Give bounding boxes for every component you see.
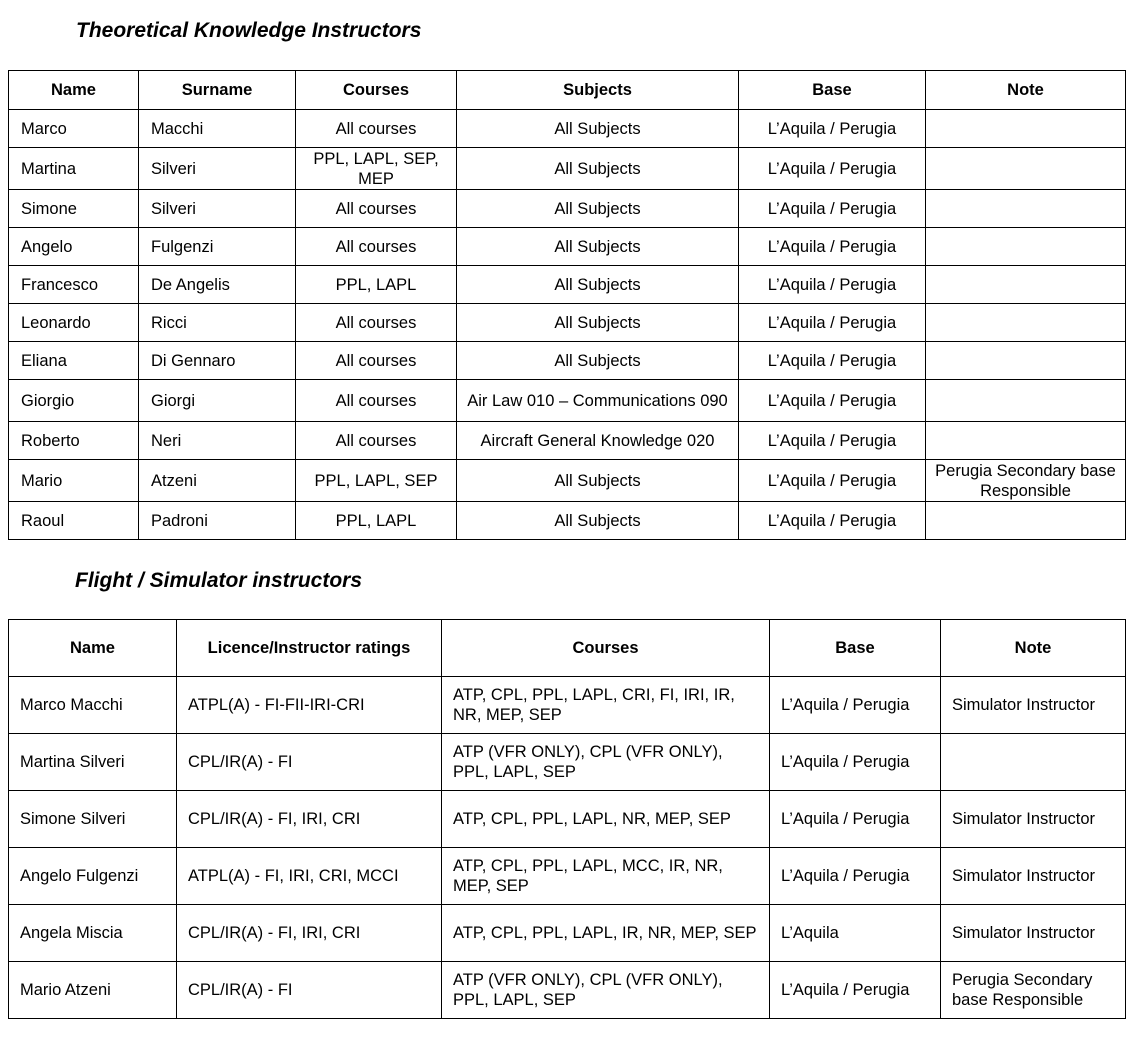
cell-note — [926, 148, 1126, 190]
cell-base: L’Aquila / Perugia — [739, 228, 926, 266]
column-header-courses: Courses — [296, 71, 457, 110]
cell-base: L’Aquila / Perugia — [739, 110, 926, 148]
table-row — [9, 460, 1126, 502]
cell-courses: PPL, LAPL, SEP — [296, 460, 457, 502]
cell-surname: Macchi — [139, 110, 296, 148]
cell-name: Francesco — [9, 266, 139, 304]
cell-courses: All courses — [296, 380, 457, 422]
table-row — [9, 905, 1126, 962]
cell-subjects: All Subjects — [457, 460, 739, 502]
column-header-subjects: Subjects — [457, 71, 739, 110]
cell-note: Simulator Instructor — [941, 677, 1126, 734]
column-header-ratings: Licence/Instructor ratings — [177, 620, 442, 677]
table-row — [9, 148, 1126, 190]
table-header-row — [9, 620, 1126, 677]
table-row — [9, 962, 1126, 1019]
cell-note: Simulator Instructor — [941, 791, 1126, 848]
cell-surname: Giorgi — [139, 380, 296, 422]
cell-ratings: CPL/IR(A) - FI, IRI, CRI — [177, 791, 442, 848]
cell-base: L’Aquila / Perugia — [770, 962, 941, 1019]
cell-name: Leonardo — [9, 304, 139, 342]
cell-ratings: CPL/IR(A) - FI, IRI, CRI — [177, 905, 442, 962]
theoretical-knowledge-title: Theoretical Knowledge Instructors — [76, 19, 422, 42]
cell-courses: ATP, CPL, PPL, LAPL, MCC, IR, NR, MEP, SEP — [442, 848, 770, 905]
cell-surname: Di Gennaro — [139, 342, 296, 380]
cell-base: L’Aquila / Perugia — [739, 304, 926, 342]
cell-subjects: All Subjects — [457, 304, 739, 342]
cell-ratings: CPL/IR(A) - FI — [177, 734, 442, 791]
column-header-base: Base — [770, 620, 941, 677]
cell-courses: All courses — [296, 304, 457, 342]
cell-note — [926, 190, 1126, 228]
table-row — [9, 734, 1126, 791]
cell-courses: ATP (VFR ONLY), CPL (VFR ONLY), PPL, LAPL, SEP — [442, 734, 770, 791]
cell-base: L’Aquila / Perugia — [739, 148, 926, 190]
cell-courses: PPL, LAPL — [296, 266, 457, 304]
cell-name: Marco Macchi — [9, 677, 177, 734]
cell-ratings: CPL/IR(A) - FI — [177, 962, 442, 1019]
cell-note: Simulator Instructor — [941, 848, 1126, 905]
cell-surname: Silveri — [139, 148, 296, 190]
column-header-base: Base — [739, 71, 926, 110]
column-header-name: Name — [9, 71, 139, 110]
cell-base: L’Aquila / Perugia — [739, 380, 926, 422]
cell-base: L’Aquila / Perugia — [739, 190, 926, 228]
cell-name: Angela Miscia — [9, 905, 177, 962]
table-row — [9, 266, 1126, 304]
cell-name: Roberto — [9, 422, 139, 460]
cell-subjects: All Subjects — [457, 502, 739, 540]
cell-courses: ATP, CPL, PPL, LAPL, CRI, FI, IRI, IR, NR, MEP, SEP — [442, 677, 770, 734]
cell-surname: Fulgenzi — [139, 228, 296, 266]
cell-name: Mario — [9, 460, 139, 502]
table-row — [9, 380, 1126, 422]
cell-subjects: All Subjects — [457, 266, 739, 304]
cell-note — [926, 266, 1126, 304]
cell-courses: All courses — [296, 422, 457, 460]
cell-base: L’Aquila / Perugia — [770, 734, 941, 791]
cell-note — [926, 304, 1126, 342]
cell-subjects: All Subjects — [457, 110, 739, 148]
cell-courses: PPL, LAPL — [296, 502, 457, 540]
cell-courses: ATP, CPL, PPL, LAPL, IR, NR, MEP, SEP — [442, 905, 770, 962]
cell-note — [926, 422, 1126, 460]
cell-note — [926, 502, 1126, 540]
cell-surname: Padroni — [139, 502, 296, 540]
cell-note — [926, 228, 1126, 266]
cell-note — [941, 734, 1126, 791]
cell-name: Simone — [9, 190, 139, 228]
cell-courses: PPL, LAPL, SEP, MEP — [296, 148, 457, 190]
cell-name: Angelo — [9, 228, 139, 266]
cell-subjects: All Subjects — [457, 148, 739, 190]
cell-base: L’Aquila / Perugia — [739, 266, 926, 304]
column-header-courses: Courses — [442, 620, 770, 677]
table-row — [9, 190, 1126, 228]
cell-surname: Silveri — [139, 190, 296, 228]
cell-name: Giorgio — [9, 380, 139, 422]
cell-name: Raoul — [9, 502, 139, 540]
theoretical-knowledge-table — [8, 70, 1126, 540]
table-row — [9, 110, 1126, 148]
cell-courses: All courses — [296, 110, 457, 148]
cell-base: L’Aquila / Perugia — [739, 422, 926, 460]
cell-base: L’Aquila — [770, 905, 941, 962]
cell-subjects: Air Law 010 – Communications 090 — [457, 380, 739, 422]
cell-subjects: All Subjects — [457, 228, 739, 266]
cell-name: Eliana — [9, 342, 139, 380]
table-row — [9, 848, 1126, 905]
cell-note: Perugia Secondary base Responsible — [941, 962, 1126, 1019]
cell-courses: ATP (VFR ONLY), CPL (VFR ONLY), PPL, LAPL, SEP — [442, 962, 770, 1019]
cell-note: Perugia Secondary base Responsible — [926, 460, 1126, 502]
cell-note — [926, 110, 1126, 148]
table-row — [9, 791, 1126, 848]
cell-ratings: ATPL(A) - FI, IRI, CRI, MCCI — [177, 848, 442, 905]
cell-base: L’Aquila / Perugia — [770, 791, 941, 848]
cell-surname: Neri — [139, 422, 296, 460]
cell-base: L’Aquila / Perugia — [739, 502, 926, 540]
cell-name: Martina — [9, 148, 139, 190]
table-row — [9, 502, 1126, 540]
cell-courses: All courses — [296, 342, 457, 380]
cell-courses: ATP, CPL, PPL, LAPL, NR, MEP, SEP — [442, 791, 770, 848]
column-header-note: Note — [941, 620, 1126, 677]
column-header-name: Name — [9, 620, 177, 677]
flight-simulator-title: Flight / Simulator instructors — [75, 569, 363, 592]
cell-base: L’Aquila / Perugia — [739, 460, 926, 502]
table-row — [9, 342, 1126, 380]
cell-note — [926, 342, 1126, 380]
cell-ratings: ATPL(A) - FI-FII-IRI-CRI — [177, 677, 442, 734]
cell-base: L’Aquila / Perugia — [770, 677, 941, 734]
table-header-row — [9, 71, 1126, 110]
cell-subjects: Aircraft General Knowledge 020 — [457, 422, 739, 460]
flight-simulator-table — [8, 619, 1126, 1019]
cell-name: Marco — [9, 110, 139, 148]
cell-surname: Ricci — [139, 304, 296, 342]
cell-surname: De Angelis — [139, 266, 296, 304]
table-row — [9, 422, 1126, 460]
column-header-surname: Surname — [139, 71, 296, 110]
cell-name: Simone Silveri — [9, 791, 177, 848]
cell-base: L’Aquila / Perugia — [739, 342, 926, 380]
column-header-note: Note — [926, 71, 1126, 110]
cell-subjects: All Subjects — [457, 342, 739, 380]
cell-base: L’Aquila / Perugia — [770, 848, 941, 905]
table-row — [9, 677, 1126, 734]
table-row — [9, 304, 1126, 342]
cell-note — [926, 380, 1126, 422]
cell-surname: Atzeni — [139, 460, 296, 502]
cell-note: Simulator Instructor — [941, 905, 1126, 962]
cell-courses: All courses — [296, 190, 457, 228]
cell-name: Angelo Fulgenzi — [9, 848, 177, 905]
cell-name: Mario Atzeni — [9, 962, 177, 1019]
cell-subjects: All Subjects — [457, 190, 739, 228]
cell-name: Martina Silveri — [9, 734, 177, 791]
cell-courses: All courses — [296, 228, 457, 266]
table-row — [9, 228, 1126, 266]
